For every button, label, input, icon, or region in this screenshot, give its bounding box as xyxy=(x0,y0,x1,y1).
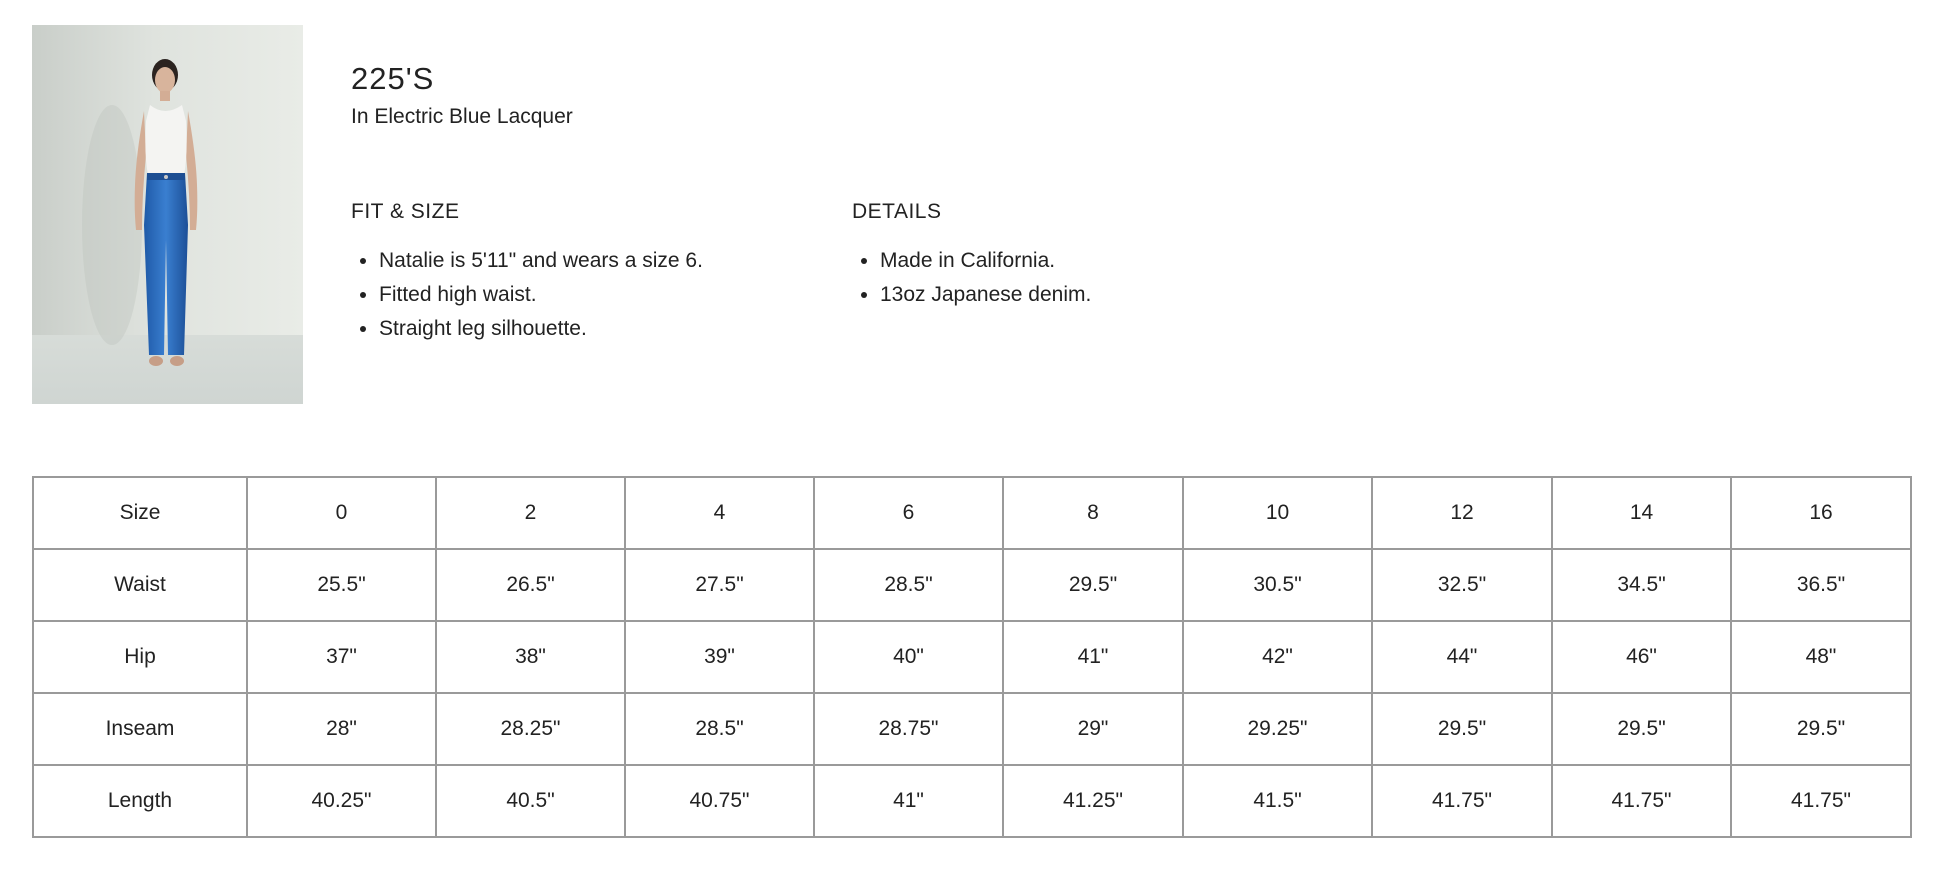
table-row xyxy=(33,477,1911,549)
table-row xyxy=(33,549,1911,621)
table-cell: 28.25" xyxy=(436,693,625,765)
details-section xyxy=(852,198,1091,312)
table-cell: 40" xyxy=(814,621,1003,693)
table-cell: 41.25" xyxy=(1003,765,1183,837)
table-cell: 29.5" xyxy=(1731,693,1911,765)
table-cell: 30.5" xyxy=(1183,549,1372,621)
table-row xyxy=(33,693,1911,765)
table-cell: 28.75" xyxy=(814,693,1003,765)
table-cell: 39" xyxy=(625,621,814,693)
table-cell: 32.5" xyxy=(1372,549,1552,621)
table-cell: 41.75" xyxy=(1731,765,1911,837)
row-label-cell: Inseam xyxy=(33,693,247,765)
row-label-cell: Size xyxy=(33,477,247,549)
model-photo-icon xyxy=(32,25,303,404)
table-cell: 14 xyxy=(1552,477,1731,549)
table-cell: 37" xyxy=(247,621,436,693)
fit-size-section xyxy=(351,198,703,346)
table-cell: 27.5" xyxy=(625,549,814,621)
table-cell: 28" xyxy=(247,693,436,765)
product-subtitle: In Electric Blue Lacquer xyxy=(351,105,573,128)
table-cell: 4 xyxy=(625,477,814,549)
table-cell: 10 xyxy=(1183,477,1372,549)
table-cell: 29" xyxy=(1003,693,1183,765)
table-cell: 46" xyxy=(1552,621,1731,693)
row-label-cell: Hip xyxy=(33,621,247,693)
table-cell: 29.5" xyxy=(1372,693,1552,765)
table-cell: 6 xyxy=(814,477,1003,549)
product-header xyxy=(351,60,573,130)
details-item: • Made in California. xyxy=(880,244,1091,278)
size-chart-table xyxy=(32,476,1912,838)
table-cell: 42" xyxy=(1183,621,1372,693)
fit-size-item: • Fitted high waist. xyxy=(379,278,703,312)
table-cell: 28.5" xyxy=(625,693,814,765)
table-cell: 40.75" xyxy=(625,765,814,837)
table-cell: 41.75" xyxy=(1552,765,1731,837)
table-cell: 36.5" xyxy=(1731,549,1911,621)
details-heading: DETAILS xyxy=(852,200,942,223)
fit-size-item: • Straight leg silhouette. xyxy=(379,312,703,346)
table-cell: 34.5" xyxy=(1552,549,1731,621)
fit-size-list xyxy=(351,244,703,346)
size-chart-body xyxy=(33,477,1911,837)
row-label-cell: Length xyxy=(33,765,247,837)
fit-size-heading: FIT & SIZE xyxy=(351,200,460,223)
table-cell: 29.5" xyxy=(1552,693,1731,765)
table-cell: 38" xyxy=(436,621,625,693)
table-cell: 48" xyxy=(1731,621,1911,693)
product-image xyxy=(32,25,303,404)
table-cell: 26.5" xyxy=(436,549,625,621)
table-cell: 25.5" xyxy=(247,549,436,621)
details-list xyxy=(852,244,1091,312)
table-cell: 41.75" xyxy=(1372,765,1552,837)
fit-size-item: • Natalie is 5'11" and wears a size 6. xyxy=(379,244,703,278)
table-cell: 29.5" xyxy=(1003,549,1183,621)
table-cell: 8 xyxy=(1003,477,1183,549)
table-cell: 41" xyxy=(814,765,1003,837)
table-cell: 0 xyxy=(247,477,436,549)
table-cell: 2 xyxy=(436,477,625,549)
table-cell: 29.25" xyxy=(1183,693,1372,765)
table-cell: 28.5" xyxy=(814,549,1003,621)
table-row xyxy=(33,621,1911,693)
row-label-cell: Waist xyxy=(33,549,247,621)
table-cell: 41" xyxy=(1003,621,1183,693)
table-cell: 41.5" xyxy=(1183,765,1372,837)
details-item: • 13oz Japanese denim. xyxy=(880,278,1091,312)
table-cell: 44" xyxy=(1372,621,1552,693)
table-cell: 40.5" xyxy=(436,765,625,837)
table-cell: 40.25" xyxy=(247,765,436,837)
product-title: 225'S xyxy=(351,61,435,96)
table-row xyxy=(33,765,1911,837)
table-cell: 12 xyxy=(1372,477,1552,549)
table-cell: 16 xyxy=(1731,477,1911,549)
